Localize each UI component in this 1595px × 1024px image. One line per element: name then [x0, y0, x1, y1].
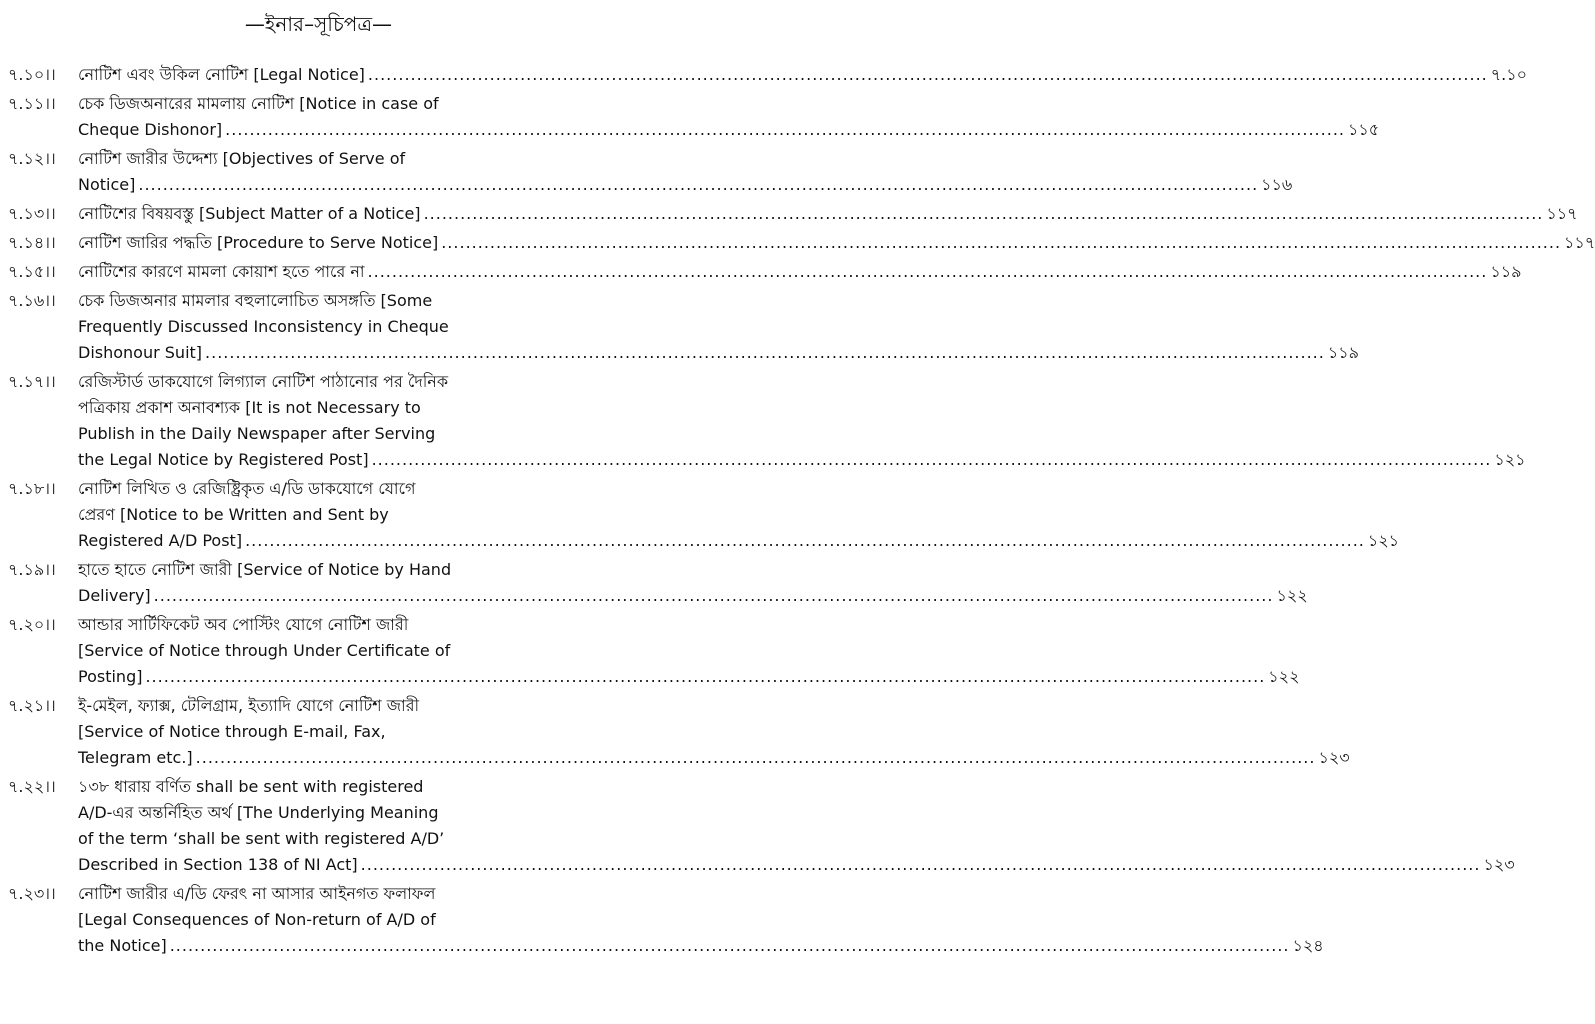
- toc-entry-title-line: প্রেরণ [Notice to be Written and Sent by: [78, 505, 389, 524]
- toc-entry-number: ৭.১৫।।: [8, 262, 56, 281]
- toc-entry-title-line: Telegram etc.]: [78, 748, 193, 767]
- toc-entry-last-line: [78, 528, 1400, 554]
- toc-entry-title-line: Described in Section 138 of NI Act]: [78, 855, 358, 874]
- toc-entry-title-line: নোটিশ এবং উকিল নোটিশ [Legal Notice]: [78, 65, 365, 84]
- toc-entry-number: ৭.১২।।: [8, 149, 56, 168]
- toc-entry-title-line: Publish in the Daily Newspaper after Serving: [78, 424, 436, 443]
- toc-entry-title-line: Frequently Discussed Inconsistency in Cheque: [78, 317, 449, 336]
- toc-entry-last-line: [78, 852, 1515, 878]
- toc-entry-title: [78, 774, 1515, 878]
- toc-entry-last-line: [78, 745, 1350, 771]
- dot-leader: ........................................................................................................................................................................................: [205, 343, 1325, 362]
- dot-leader: ........................................................................................................................................................................................: [441, 233, 1562, 252]
- dot-leader: ........................................................................................................................................................................................: [145, 667, 1266, 686]
- toc-entry-title: [78, 557, 1308, 609]
- toc-entry-title: [78, 693, 1350, 771]
- toc-entry-page-number: ১২১: [1367, 531, 1400, 550]
- toc-entry-number: ৭.১০।।: [8, 65, 56, 84]
- toc-entry-title-line: আন্ডার সার্টিফিকেট অব পোস্টিং যোগে নোটিশ জারী: [78, 615, 409, 634]
- toc-entry-title: [78, 62, 1528, 88]
- toc-entry-number: ৭.২০।।: [8, 615, 56, 634]
- toc-entry-number: ৭.২১।।: [8, 696, 56, 715]
- toc-entry-title: [78, 288, 1359, 366]
- page-title: —ইনার–সূচিপত্র—: [244, 12, 393, 36]
- toc-entry-title-line: ১৩৮ ধারায় বর্ণিত shall be sent with registered: [78, 777, 424, 796]
- toc-entry-page-number: ১২৩: [1483, 855, 1515, 874]
- toc-entry-last-line: [78, 201, 1578, 227]
- toc-entry-number: ৭.১৩।।: [8, 204, 56, 223]
- toc-entry-title-line: Dishonour Suit]: [78, 343, 203, 362]
- toc-entry-number: ৭.১৮।।: [8, 479, 56, 498]
- toc-entry-page-number: ১২১: [1494, 450, 1526, 469]
- toc-entry-number: ৭.২২।।: [8, 777, 56, 796]
- toc-entry-title-line: চেক ডিজঅনারের মামলায় নোটিশ [Notice in case of: [78, 94, 439, 113]
- toc-entry-title: [78, 476, 1400, 554]
- dot-leader: ........................................................................................................................................................................................: [153, 586, 1274, 605]
- toc-entry-number: ৭.১৭।।: [8, 372, 56, 391]
- toc-entry-title-line: হাতে হাতে নোটিশ জারী [Service of Notice by Hand: [78, 560, 452, 579]
- toc-entry-last-line: [78, 447, 1526, 473]
- toc-entry-page-number: ১১৭: [1546, 204, 1578, 223]
- toc-entry-title-line: নোটিশ জারির পদ্ধতি [Procedure to Serve Notice]: [78, 233, 439, 252]
- toc-entry-last-line: [78, 62, 1528, 88]
- toc-entry-title-line: A/D-এর অন্তর্নিহিত অর্থ [The Underlying Meaning: [78, 803, 439, 822]
- toc-entry-title: [78, 201, 1578, 227]
- toc-entry-title-line: নোটিশ জারীর এ/ডি ফেরৎ না আসার আইনগত ফলাফল: [78, 884, 436, 903]
- toc-entry-page-number: ১২৩: [1318, 748, 1350, 767]
- dot-leader: ........................................................................................................................................................................................: [371, 450, 1492, 469]
- toc-entry-last-line: [78, 259, 1522, 285]
- toc-entry-page-number: ৭.১০: [1490, 65, 1528, 84]
- toc-entry-page-number: ১১৯: [1327, 343, 1359, 362]
- toc-entry-title-line: [Service of Notice through Under Certificate of: [78, 641, 451, 660]
- toc-entry-title-line: the Notice]: [78, 936, 167, 955]
- dot-leader: ........................................................................................................................................................................................: [169, 936, 1290, 955]
- toc-entry-title: [78, 91, 1380, 143]
- toc-entry-title-line: Delivery]: [78, 586, 151, 605]
- toc-entry-number: ৭.২৩।।: [8, 884, 56, 903]
- toc-entry-title-line: Posting]: [78, 667, 143, 686]
- toc-entry-last-line: [78, 933, 1324, 959]
- toc-entry-number: ৭.১১।।: [8, 94, 56, 113]
- dot-leader: ........................................................................................................................................................................................: [138, 175, 1259, 194]
- toc-entry-page-number: ১১৫: [1347, 120, 1380, 139]
- dot-leader: ........................................................................................................................................................................................: [367, 65, 1488, 84]
- toc-entry-title-line: [Legal Consequences of Non-return of A/D of: [78, 910, 436, 929]
- toc-entry-title-line: নোটিশ জারীর উদ্দেশ্য [Objectives of Serve of: [78, 149, 406, 168]
- toc-entry-title-line: Notice]: [78, 175, 136, 194]
- toc-entry-last-line: [78, 230, 1595, 256]
- toc-entry-number: ৭.১৪।।: [8, 233, 56, 252]
- dot-leader: ........................................................................................................................................................................................: [245, 531, 1365, 550]
- toc-entry-title-line: [Service of Notice through E-mail, Fax,: [78, 722, 386, 741]
- toc-entry-title-line: নোটিশের বিষয়বস্তু [Subject Matter of a Notice]: [78, 204, 421, 223]
- toc-entry-title: [78, 612, 1300, 690]
- toc-entry-last-line: [78, 583, 1308, 609]
- toc-entry-title: [78, 259, 1522, 285]
- dot-leader: ........................................................................................................................................................................................: [195, 748, 1316, 767]
- toc-entry-title: [78, 146, 1293, 198]
- toc-entry-page-number: ১২৪: [1292, 936, 1324, 955]
- toc-entry-title-line: the Legal Notice by Registered Post]: [78, 450, 369, 469]
- toc-entry-title-line: চেক ডিজঅনার মামলার বহুলালোচিত অসঙ্গতি [Some: [78, 291, 433, 310]
- toc-entry-title-line: Registered A/D Post]: [78, 531, 243, 550]
- toc-entry-title: [78, 369, 1526, 473]
- dot-leader: ........................................................................................................................................................................................: [360, 855, 1481, 874]
- toc-entry-page-number: ১১৯: [1490, 262, 1522, 281]
- dot-leader: ........................................................................................................................................................................................: [225, 120, 1345, 139]
- toc-entry-last-line: [78, 340, 1359, 366]
- toc-entry-page-number: ১১৬: [1261, 175, 1293, 194]
- toc-entry-page-number: ১২২: [1276, 586, 1308, 605]
- toc-entry-page-number: ১২২: [1268, 667, 1300, 686]
- toc-entry-title: [78, 230, 1595, 256]
- toc-entry-title-line: ই-মেইল, ফ্যাক্স, টেলিগ্রাম, ইত্যাদি যোগে নোটিশ জারী: [78, 696, 420, 715]
- toc-entry-title-line: of the term ‘shall be sent with registered A/D’: [78, 829, 445, 848]
- toc-entry-last-line: [78, 117, 1380, 143]
- toc-entry-title-line: রেজিস্টার্ড ডাকযোগে লিগ্যাল নোটিশ পাঠানোর পর দৈনিক: [78, 372, 449, 391]
- toc-entry-last-line: [78, 664, 1300, 690]
- toc-entry-title-line: Cheque Dishonor]: [78, 120, 223, 139]
- dot-leader: ........................................................................................................................................................................................: [367, 262, 1488, 281]
- toc-entry-page-number: ১১৭: [1564, 233, 1595, 252]
- toc-entry-number: ৭.১৯।।: [8, 560, 56, 579]
- toc-entry-title-line: নোটিশ লিখিত ও রেজিষ্ট্রিকৃত এ/ডি ডাকযোগে যোগে: [78, 479, 416, 498]
- toc-entry-title-line: পত্রিকায় প্রকাশ অনাবশ্যক [It is not Necessary to: [78, 398, 421, 417]
- toc-entry-title-line: নোটিশের কারণে মামলা কোয়াশ হতে পারে না: [78, 262, 365, 281]
- dot-leader: ........................................................................................................................................................................................: [423, 204, 1544, 223]
- toc-entry-number: ৭.১৬।।: [8, 291, 56, 310]
- toc-entry-title: [78, 881, 1324, 959]
- toc-entry-last-line: [78, 172, 1293, 198]
